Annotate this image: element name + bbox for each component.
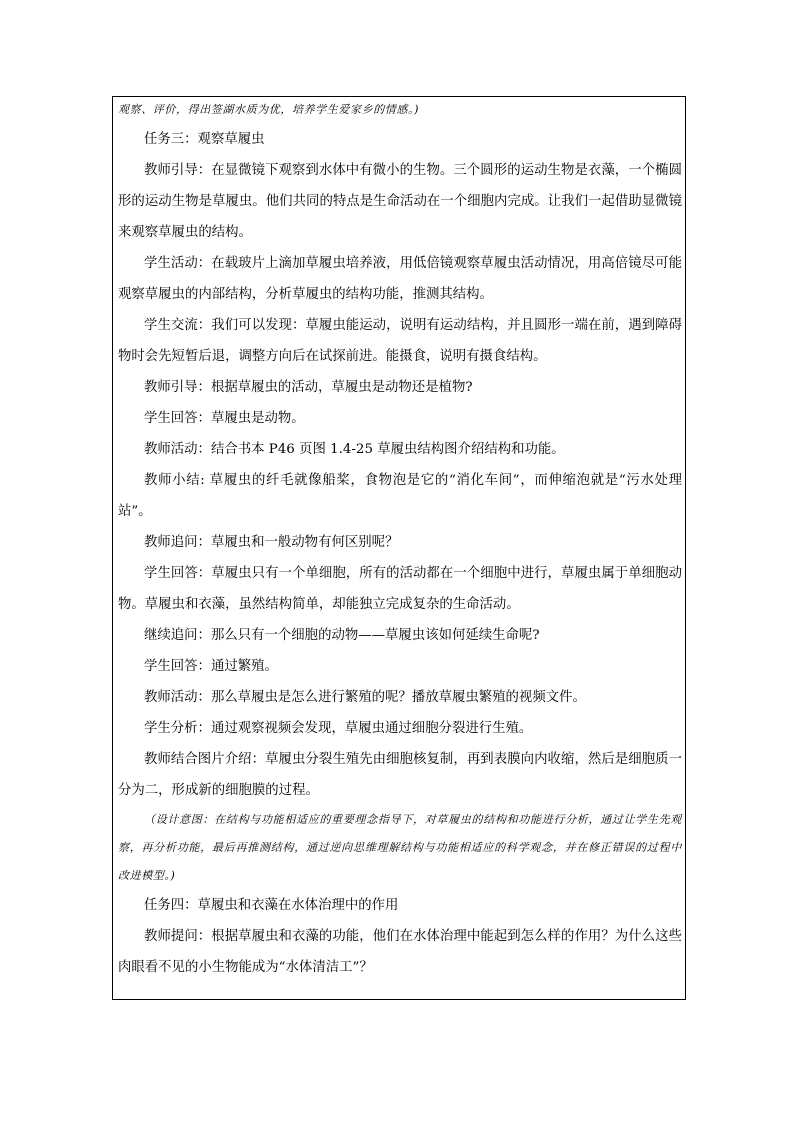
paragraph-task4-title: 任务四：草履虫和衣藻在水体治理中的作用 (144, 898, 399, 913)
paragraph-followup-question: 继续追问：那么只有一个细胞的动物——草履虫该如何延续生命呢? (144, 628, 540, 643)
paragraph-design-note-end: 观察、评价，得出签湖水质为优，培养学生爱家乡的情感。) (118, 103, 419, 116)
paragraph-student-activity: 学生活动：在载玻片上滴加草履虫培养液，用低倍镜观察草履虫活动情况，用高倍镜尽可能观察草履虫的内部结构，分析草履虫的结构功能，推测其结构。 (118, 256, 682, 302)
paragraph-teacher-guide-2: 教师引导：根据草履虫的活动，草履虫是动物还是植物? (144, 380, 473, 395)
paragraph-task3-title: 任务三：观察草履虫 (144, 132, 265, 147)
paragraph-teacher-summary: 教师小结: 草履虫的纤毛就像船桨，食物泡是它的“消化车间”，而伸缩泡就是“污水处理站”。 (118, 473, 682, 519)
paragraph-student-exchange: 学生交流：我们可以发现：草履虫能运动，说明有运动结构，并且圆形一端在前，遇到障碍物时会先短暂后退，调整方向后在试探前进。能摄食，说明有摄食结构。 (118, 318, 682, 364)
paragraph-student-analysis: 学生分析：通过观察视频会发现，草履虫通过细胞分裂进行生殖。 (144, 721, 533, 736)
paragraph-teacher-image-intro: 教师结合图片介绍：草履虫分裂生殖先由细胞核复制，再到表膜向内收缩，然后是细胞质一分为二，形成新的细胞膜的过程。 (118, 752, 682, 798)
paragraph-student-answer-2: 学生回答：草履虫只有一个单细胞，所有的活动都在一个细胞中进行，草履虫属于单细胞动物。草履虫和衣藻，虽然结构简单，却能独立完成复杂的生命活动。 (118, 566, 682, 612)
paragraph-teacher-question-2: 教师提问：根据草履虫和衣藻的功能，他们在水体治理中能起到怎么样的作用？为什么这些肉眼看不见的小生物能成为“水体清洁工”？ (118, 929, 682, 975)
paragraph-design-intent: （设计意图：在结构与功能相适应的重要理念指导下，对草履虫的结构和功能进行分析，通过让学生先观察，再分析功能，最后再推测结构，通过逆向思维理解结构与功能相适应的科学观念，并在修正错误的过程中改进模型。) (118, 813, 682, 882)
paragraph-teacher-activity-1: 教师活动：结合书本 P46 页图 1.4-25 草履虫结构图介绍结构和功能。 (144, 442, 565, 457)
paragraph-teacher-activity-2: 教师活动：那么草履虫是怎么进行繁殖的呢？播放草履虫繁殖的视频文件。 (144, 690, 586, 705)
paragraph-student-answer-1: 学生回答：草履虫是动物。 (144, 411, 305, 426)
paragraph-teacher-question-1: 教师追问：草履虫和一般动物有何区别呢？ (144, 535, 399, 550)
paragraph-student-answer-3: 学生回答：通过繁殖。 (144, 659, 278, 674)
document-body (118, 99, 682, 983)
paragraph-teacher-guide-1: 教师引导：在显微镜下观察到水体中有微小的生物。三个圆形的运动生物是衣藻，一个椭圆形的运动生物是草履虫。他们共同的特点是生命活动在一个细胞内完成。让我们一起借助显微镜来观察草履虫的结构。 (118, 163, 682, 240)
